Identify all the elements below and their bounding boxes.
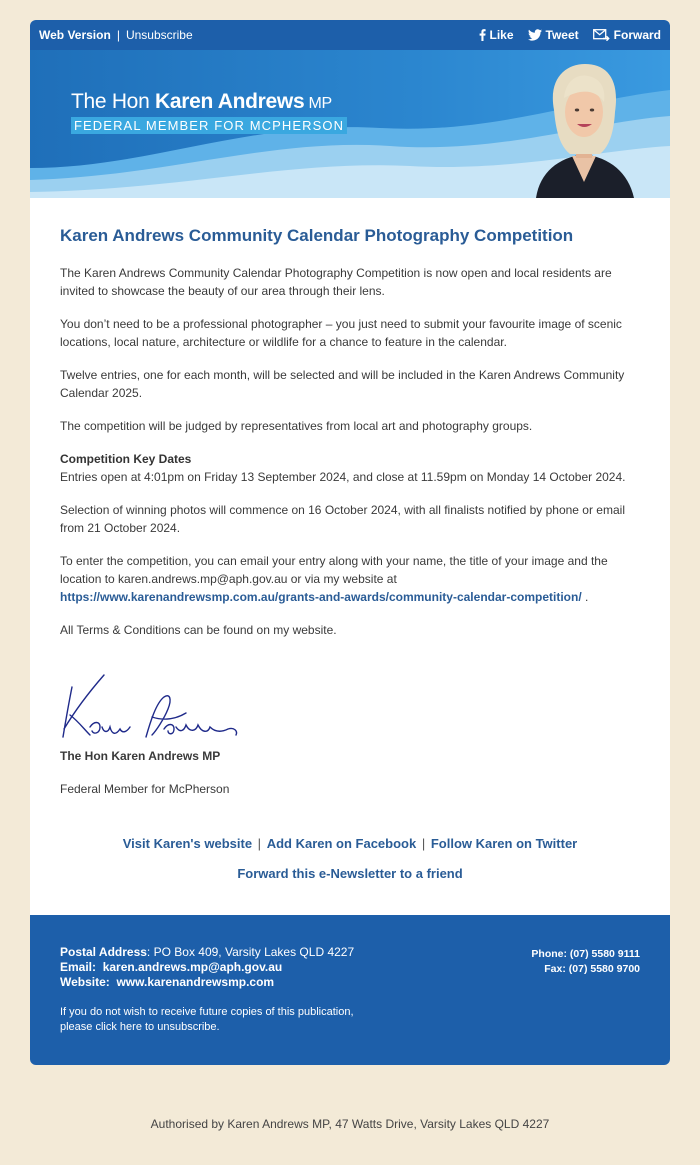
handwritten-signature bbox=[60, 669, 250, 747]
top-bar-separator: | bbox=[116, 28, 120, 42]
email-row bbox=[60, 960, 354, 975]
unsubscribe-notice bbox=[60, 1005, 354, 1035]
forward-button[interactable] bbox=[593, 28, 661, 42]
entry-instructions-end: . bbox=[581, 590, 589, 604]
competition-link[interactable]: https://www.karenandrewsmp.com.au/grants-and-awards/community-calendar-competition/ bbox=[60, 590, 582, 604]
entry-instructions-text: To enter the competition, you can email your entry along with your name, the title of your image and the location to karen.andrews.mp@aph.gov.au or via my website at bbox=[60, 554, 608, 586]
title-suffix: MP bbox=[304, 95, 332, 112]
contact-details bbox=[60, 945, 354, 990]
key-dates-text: Entries open at 4:01pm on Friday 13 September 2024, and close at 11.59pm on Monday 14 October 2024. bbox=[60, 470, 626, 484]
authorisation-statement: Authorised by Karen Andrews MP, 47 Watts Drive, Varsity Lakes QLD 4227 bbox=[150, 1117, 550, 1131]
email-label: Email: bbox=[60, 960, 97, 974]
facebook-icon bbox=[479, 29, 486, 41]
phone-number: Phone: (07) 5580 9111 bbox=[531, 948, 640, 960]
website-link[interactable]: www.karenandrewsmp.com bbox=[116, 975, 275, 989]
website-row bbox=[60, 975, 354, 990]
paragraph-judging: The competition will be judged by representatives from local art and photography groups. bbox=[60, 419, 533, 433]
link-separator: | bbox=[257, 836, 262, 851]
footer-links bbox=[60, 836, 640, 851]
signature-role: Federal Member for McPherson bbox=[60, 782, 230, 796]
banner-subtitle: FEDERAL MEMBER FOR MCPHERSON bbox=[71, 117, 347, 134]
unsubscribe-footer-link[interactable]: please click here to unsubscribe. bbox=[60, 1021, 220, 1033]
forward-newsletter-link[interactable]: Forward this e-Newsletter to a friend bbox=[237, 866, 463, 881]
forward-newsletter bbox=[60, 866, 640, 915]
title-prefix: The Hon bbox=[71, 90, 155, 113]
key-dates-heading: Competition Key Dates bbox=[60, 452, 192, 466]
visit-website-link[interactable]: Visit Karen's website bbox=[122, 836, 253, 851]
phone-fax bbox=[531, 947, 640, 977]
signature-name: The Hon Karen Andrews MP bbox=[60, 749, 221, 763]
paragraph-intro: The Karen Andrews Community Calendar Photography Competition is now open and local residents are invited to showcase the beauty of our area through their lens. bbox=[60, 266, 612, 298]
email-link[interactable]: karen.andrews.mp@aph.gov.au bbox=[102, 960, 283, 974]
newsletter-card bbox=[30, 20, 670, 1065]
paragraph-entry-instructions bbox=[60, 552, 640, 606]
envelope-forward-icon bbox=[593, 29, 610, 41]
header-banner bbox=[30, 50, 670, 198]
contact-footer bbox=[30, 915, 670, 1065]
like-label: Like bbox=[489, 28, 514, 42]
banner-title bbox=[71, 90, 332, 114]
tweet-label: Tweet bbox=[545, 28, 579, 42]
postal-label: Postal Address bbox=[60, 945, 147, 959]
article-body bbox=[30, 198, 670, 915]
twitter-icon bbox=[528, 29, 542, 41]
postal-value: : PO Box 409, Varsity Lakes QLD 4227 bbox=[146, 945, 355, 959]
paragraph-terms: All Terms & Conditions can be found on my website. bbox=[60, 623, 337, 637]
top-bar-left bbox=[39, 28, 193, 42]
unsubscribe-line-1: If you do not wish to receive future copies of this publication, bbox=[60, 1006, 354, 1018]
paragraph-entries: Twelve entries, one for each month, will be selected and will be included in the Karen Andrews Community Calendar 2025. bbox=[60, 368, 625, 400]
paragraph-photographer: You don’t need to be a professional photographer – you just need to submit your favourite image of scenic locations, local nature, architecture or wildlife for a chance to feature in the calendar. bbox=[60, 317, 622, 349]
top-bar bbox=[30, 20, 670, 50]
website-label: Website: bbox=[60, 975, 110, 989]
signature-image bbox=[60, 669, 640, 747]
social-actions bbox=[479, 28, 661, 42]
link-separator: | bbox=[421, 836, 426, 851]
like-button[interactable] bbox=[479, 28, 514, 42]
facebook-link[interactable]: Add Karen on Facebook bbox=[266, 836, 417, 851]
article-heading: Karen Andrews Community Calendar Photography Competition bbox=[60, 226, 574, 245]
unsubscribe-link[interactable]: Unsubscribe bbox=[125, 28, 193, 42]
key-dates bbox=[60, 450, 640, 486]
forward-label: Forward bbox=[613, 28, 661, 42]
portrait-photo bbox=[496, 50, 670, 198]
web-version-link[interactable]: Web Version bbox=[39, 28, 111, 42]
fax-number: Fax: (07) 5580 9700 bbox=[544, 963, 640, 975]
postal-address bbox=[60, 945, 354, 960]
twitter-link[interactable]: Follow Karen on Twitter bbox=[430, 836, 578, 851]
paragraph-selection: Selection of winning photos will commence on 16 October 2024, with all finalists notified by phone or email from 21 October 2024. bbox=[60, 503, 625, 535]
tweet-button[interactable] bbox=[528, 28, 579, 42]
title-name: Karen Andrews bbox=[154, 90, 305, 113]
